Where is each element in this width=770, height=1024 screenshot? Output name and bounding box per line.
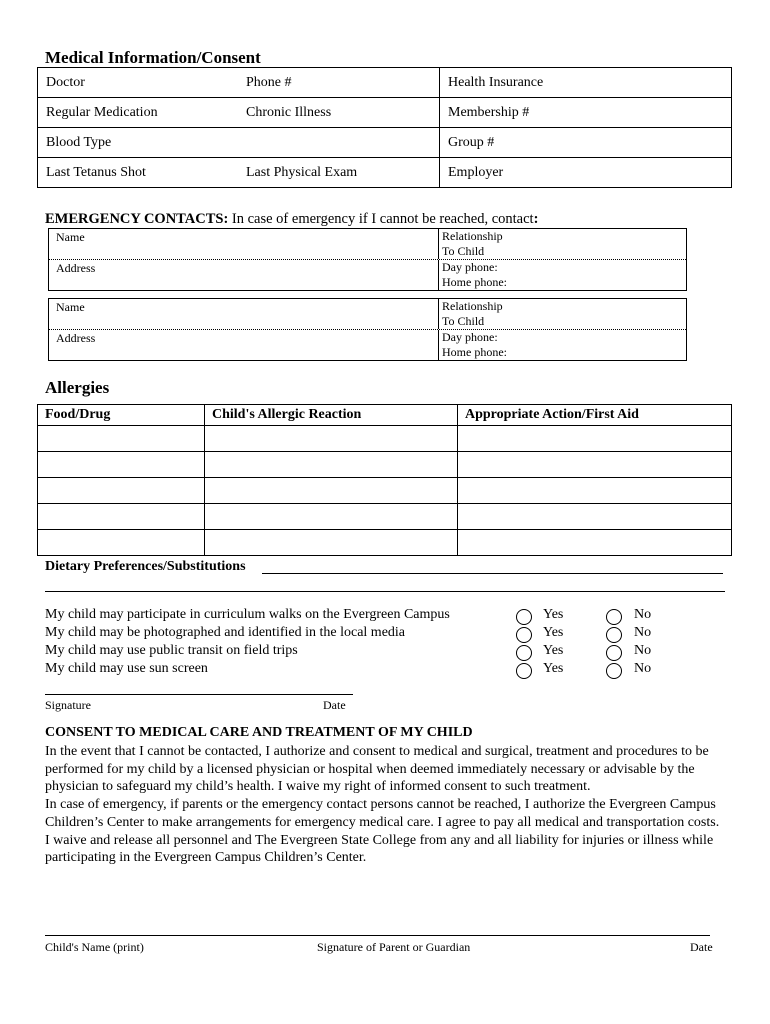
date-label: Date bbox=[323, 698, 346, 712]
signature-label: Signature bbox=[45, 698, 91, 712]
chronic-illness-field[interactable]: Chronic Illness bbox=[246, 104, 332, 120]
name-field[interactable]: Name bbox=[56, 230, 85, 244]
emergency-contact-1 bbox=[48, 228, 687, 291]
signature-line[interactable] bbox=[45, 694, 353, 695]
phone-fields[interactable]: Day phone: Home phone: bbox=[438, 260, 507, 290]
yes-label: Yes bbox=[543, 625, 564, 640]
table-row bbox=[38, 98, 732, 128]
relationship-field[interactable]: Relationship To Child bbox=[438, 229, 503, 259]
action-header: Appropriate Action/First Aid bbox=[458, 405, 732, 426]
dietary-input-line-2[interactable] bbox=[45, 591, 725, 592]
membership-field[interactable]: Membership # bbox=[440, 98, 732, 128]
allergies-table bbox=[37, 404, 732, 556]
consent-body bbox=[45, 743, 735, 867]
parent-signature-label: Signature of Parent or Guardian bbox=[317, 940, 471, 954]
permission-transit: My child may use public transit on field trips bbox=[45, 643, 298, 658]
phone-fields[interactable]: Day phone: Home phone: bbox=[438, 330, 507, 360]
health-insurance-field[interactable]: Health Insurance bbox=[440, 68, 732, 98]
consent-paragraph: In case of emergency, if parents or the emergency contact persons cannot be reached, I authorize the Evergreen Campus Children’s Center to make arrangements for emergency medical care. I agree to pay all medical and transportation costs. bbox=[45, 797, 720, 830]
footer-date-label: Date bbox=[690, 940, 713, 954]
yes-radio[interactable] bbox=[516, 627, 532, 643]
food-drug-header: Food/Drug bbox=[38, 405, 205, 426]
table-row bbox=[38, 68, 732, 98]
no-label: No bbox=[634, 607, 652, 622]
consent-paragraph: In the event that I cannot be contacted, I authorize and consent to medical and surgical, treatment and procedures to be performed for my child by a licensed physician or hospital when deemed immediately necessary or advisable by the physician to safeguard my child’s health. I waive my right of informed consent to such treatment. bbox=[45, 744, 709, 795]
phone-field[interactable]: Phone # bbox=[246, 74, 292, 90]
table-row bbox=[38, 426, 732, 452]
reaction-header: Child's Allergic Reaction bbox=[205, 405, 458, 426]
table-row bbox=[38, 128, 732, 158]
no-radio[interactable] bbox=[606, 663, 622, 679]
relationship-field[interactable]: Relationship To Child bbox=[438, 299, 503, 329]
doctor-field[interactable]: Doctor bbox=[46, 74, 85, 90]
table-row bbox=[38, 530, 732, 556]
consent-paragraph: I waive and release all personnel and The Evergreen State College from any and all liability for injuries or illness while participating in the Evergreen Campus Children’s Center. bbox=[45, 832, 714, 866]
emergency-heading: EMERGENCY CONTACTS: In case of emergency if I cannot be reached, contact: bbox=[45, 211, 539, 227]
address-field[interactable]: Address bbox=[56, 261, 96, 275]
permission-photo: My child may be photographed and identified in the local media bbox=[45, 625, 406, 640]
table-row bbox=[38, 478, 732, 504]
consent-title: CONSENT TO MEDICAL CARE AND TREATMENT OF MY CHILD bbox=[45, 725, 473, 740]
table-row bbox=[38, 504, 732, 530]
regular-medication-field[interactable]: Regular Medication bbox=[46, 104, 158, 120]
permission-sunscreen: My child may use sun screen bbox=[45, 661, 208, 676]
no-radio[interactable] bbox=[606, 645, 622, 661]
table-row bbox=[38, 158, 732, 188]
no-label: No bbox=[634, 661, 652, 676]
footer-signature-line[interactable] bbox=[45, 935, 710, 936]
last-tetanus-field[interactable]: Last Tetanus Shot bbox=[46, 164, 146, 180]
no-radio[interactable] bbox=[606, 627, 622, 643]
no-label: No bbox=[634, 625, 652, 640]
no-radio[interactable] bbox=[606, 609, 622, 625]
yes-radio[interactable] bbox=[516, 645, 532, 661]
dietary-input-line[interactable] bbox=[262, 573, 723, 574]
name-field[interactable]: Name bbox=[56, 300, 85, 314]
page-title: Medical Information/Consent bbox=[45, 48, 261, 67]
yes-label: Yes bbox=[543, 607, 564, 622]
yes-radio[interactable] bbox=[516, 663, 532, 679]
yes-label: Yes bbox=[543, 643, 564, 658]
permission-walks: My child may participate in curriculum walks on the Evergreen Campus bbox=[45, 607, 450, 622]
group-field[interactable]: Group # bbox=[440, 128, 732, 158]
child-name-label: Child's Name (print) bbox=[45, 940, 144, 954]
employer-field[interactable]: Employer bbox=[440, 158, 732, 188]
address-field[interactable]: Address bbox=[56, 331, 96, 345]
yes-label: Yes bbox=[543, 661, 564, 676]
table-row bbox=[38, 452, 732, 478]
allergies-title: Allergies bbox=[45, 378, 110, 397]
blood-type-field[interactable]: Blood Type bbox=[46, 134, 112, 150]
empty-cell bbox=[238, 128, 440, 158]
emergency-contact-2 bbox=[48, 298, 687, 361]
no-label: No bbox=[634, 643, 652, 658]
yes-radio[interactable] bbox=[516, 609, 532, 625]
last-physical-field[interactable]: Last Physical Exam bbox=[246, 164, 358, 180]
dietary-label: Dietary Preferences/Substitutions bbox=[45, 559, 246, 574]
medical-info-table bbox=[37, 67, 732, 188]
